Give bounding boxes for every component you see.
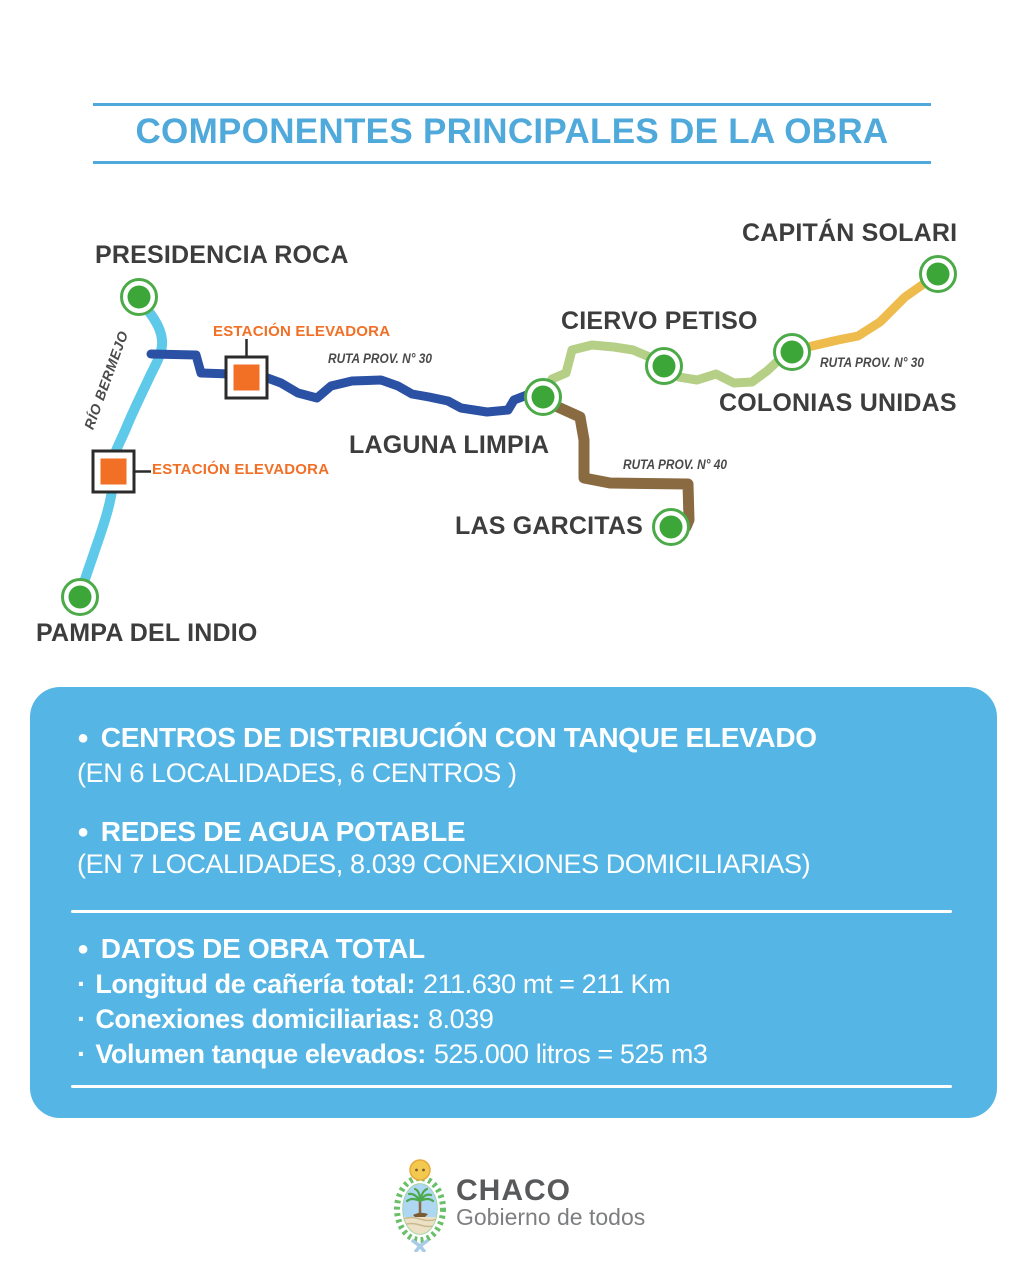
- marker-pampa-del-indio: [63, 580, 98, 615]
- label-ruta-prov-30-west: RUTA PROV. N° 30: [328, 351, 433, 366]
- label-rio-bermejo: RÍO BERMEJO: [80, 328, 132, 432]
- label-laguna-limpia: LAGUNA LIMPIA: [349, 431, 550, 459]
- marker-colonias-unidas: [775, 335, 810, 370]
- station1-square-fill: [234, 365, 260, 391]
- marker-presidencia-roca: [122, 280, 157, 315]
- bullet-icon: ●: [77, 821, 89, 843]
- info-divider-bottom: [71, 1085, 952, 1088]
- bullet-icon: ●: [77, 727, 89, 749]
- dot-icon: ·: [77, 1038, 87, 1069]
- marker-las-garcitas: [654, 510, 689, 545]
- totals-row-conexiones-value: 8.039: [427, 1004, 494, 1034]
- totals-row-volumen: [77, 1040, 708, 1068]
- pipeline-yellow-route: [792, 274, 938, 352]
- totals-row-conexiones: [77, 1005, 494, 1033]
- info-item-1-title: [77, 724, 817, 752]
- marker-dot: [660, 516, 683, 539]
- marker-laguna-limpia: [526, 380, 561, 415]
- label-ruta-prov-40: RUTA PROV. N° 40: [623, 457, 728, 472]
- marker-dot: [128, 286, 151, 309]
- label-estacion-elevadora-1: ESTACIÓN ELEVADORA: [213, 323, 391, 340]
- chaco-coat-of-arms-icon: [391, 1157, 449, 1252]
- label-presidencia-roca: PRESIDENCIA ROCA: [95, 241, 349, 269]
- dot-icon: ·: [77, 1003, 87, 1034]
- totals-title-text: DATOS DE OBRA TOTAL: [100, 933, 425, 964]
- totals-row-volumen-label: Volumen tanque elevados:: [95, 1039, 426, 1069]
- station2-square-fill: [101, 459, 127, 485]
- label-ciervo-petiso: CIERVO PETISO: [561, 307, 758, 335]
- footer-tagline: Gobierno de todos: [456, 1204, 646, 1230]
- label-ruta-prov-30-east: RUTA PROV. N° 30: [820, 355, 925, 370]
- label-estacion-elevadora-2: ESTACIÓN ELEVADORA: [152, 461, 330, 478]
- totals-row-longitud-label: Longitud de cañería total:: [95, 969, 415, 999]
- marker-dot: [69, 586, 92, 609]
- totals-row-volumen-value: 525.000 litros = 525 m3: [433, 1039, 708, 1069]
- totals-row-longitud-value: 211.630 mt = 211 Km: [422, 969, 671, 999]
- footer-brand: CHACO: [456, 1174, 571, 1207]
- marker-dot: [532, 386, 555, 409]
- info-box: [30, 687, 997, 1118]
- page-title: COMPONENTES PRINCIPALES DE LA OBRA: [135, 112, 889, 151]
- info-divider-top: [71, 910, 952, 913]
- totals-title: [77, 935, 425, 963]
- marker-dot: [781, 341, 804, 364]
- bullet-icon: ●: [77, 938, 89, 960]
- label-pampa-del-indio: PAMPA DEL INDIO: [36, 619, 258, 647]
- dot-icon: ·: [77, 968, 87, 999]
- marker-ciervo-petiso: [647, 349, 682, 384]
- info-item-2-title: [77, 818, 465, 846]
- marker-dot: [927, 263, 950, 286]
- info-item-2-title-text: REDES DE AGUA POTABLE: [100, 816, 466, 847]
- totals-row-conexiones-label: Conexiones domiciliarias:: [95, 1004, 420, 1034]
- info-item-1-subtitle: (EN 6 LOCALIDADES, 6 CENTROS ): [77, 758, 517, 788]
- marker-dot: [653, 355, 676, 378]
- info-item-2-subtitle: (EN 7 LOCALIDADES, 8.039 CONEXIONES DOMICILIARIAS): [77, 849, 811, 879]
- marker-capitan-solari: [921, 257, 956, 292]
- label-las-garcitas: LAS GARCITAS: [455, 512, 644, 540]
- totals-row-longitud: [77, 970, 670, 998]
- info-item-1-title-text: CENTROS DE DISTRIBUCIÓN CON TANQUE ELEVADO: [100, 722, 817, 753]
- label-capitan-solari: CAPITÁN SOLARI: [742, 219, 958, 247]
- label-colonias-unidas: COLONIAS UNIDAS: [719, 389, 957, 417]
